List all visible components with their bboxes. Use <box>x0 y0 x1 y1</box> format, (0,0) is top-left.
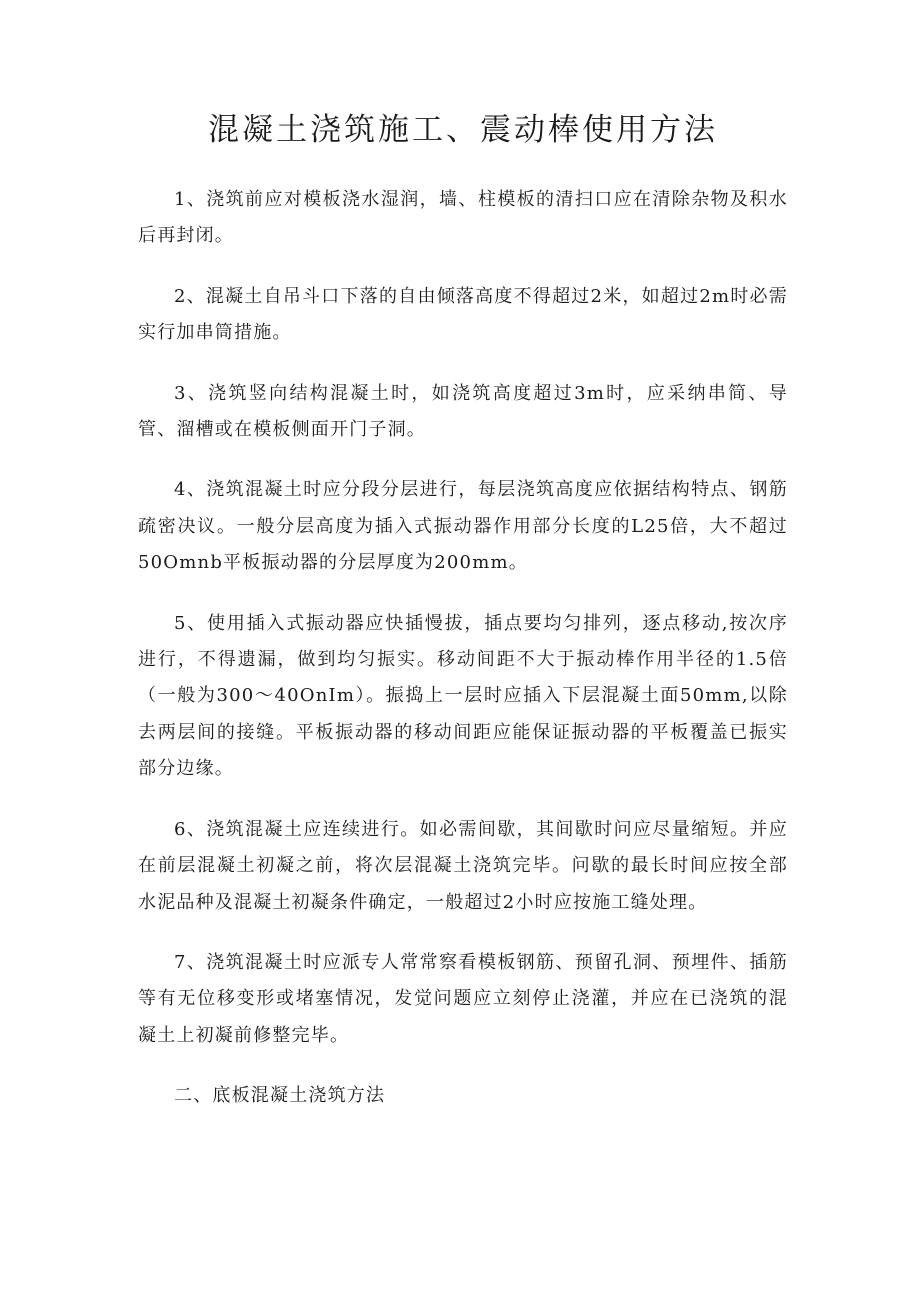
document-title: 混凝土浇筑施工、震动棒使用方法 <box>208 112 718 148</box>
paragraph-6: 6、浇筑混凝土应连续进行。如必需间歇，其间歇时问应尽量缩短。并应在前层混凝土初凝之前，将次层混凝土浇筑完毕。问歇的最长时间应按全部水泥品种及混凝土初凝条件确定，一般超过2小时应按施工缝处理。 <box>138 818 788 913</box>
paragraph-3: 3、浇筑竖向结构混凝土时，如浇筑高度超过3m时，应采纳串简、导管、溜槽或在模板侧面开门子洞。 <box>138 382 788 441</box>
paragraph-7: 7、浇筑混凝土时应派专人常常察看模板钢筋、预留孔洞、预埋件、插筋等有无位移变形或堵塞情况，发觉问题应立刻停止浇灌，并应在已浇筑的混凝土上初凝前修整完毕。 <box>138 951 788 1046</box>
document-body <box>138 182 788 1139</box>
section-heading-2: 二、底板混凝土浇筑方法 <box>174 1085 386 1107</box>
paragraph-1: 1、浇筑前应对模板浇水湿润，墙、柱模板的清扫口应在清除杂物及积水后再封闭。 <box>138 189 788 247</box>
paragraph-4: 4、浇筑混凝土时应分段分层进行，每层浇筑高度应依据结构特点、钢筋疏密决议。一般分层高度为插入式振动器作用部分长度的L25倍，大不超过50Omnb平板振动器的分层厚度为200mm。 <box>138 479 788 574</box>
paragraph-5: 5、使用插入式振动器应快插慢拔，插点要均匀排列，逐点移动,按次序进行，不得遗漏，做到均匀振实。移动间距不大于振动棒作用半径的1.5倍（一般为300～40OnIm）。振捣上一层时应插入下层混凝土面50mm,以除去两层间的接缝。平板振动器的移动间距应能保证振动器的平板覆盖已振实部分边缘。 <box>138 612 788 780</box>
paragraph-2: 2、混凝土自吊斗口下落的自由倾落高度不得超过2米，如超过2m时必需实行加串筒措施。 <box>138 285 788 344</box>
